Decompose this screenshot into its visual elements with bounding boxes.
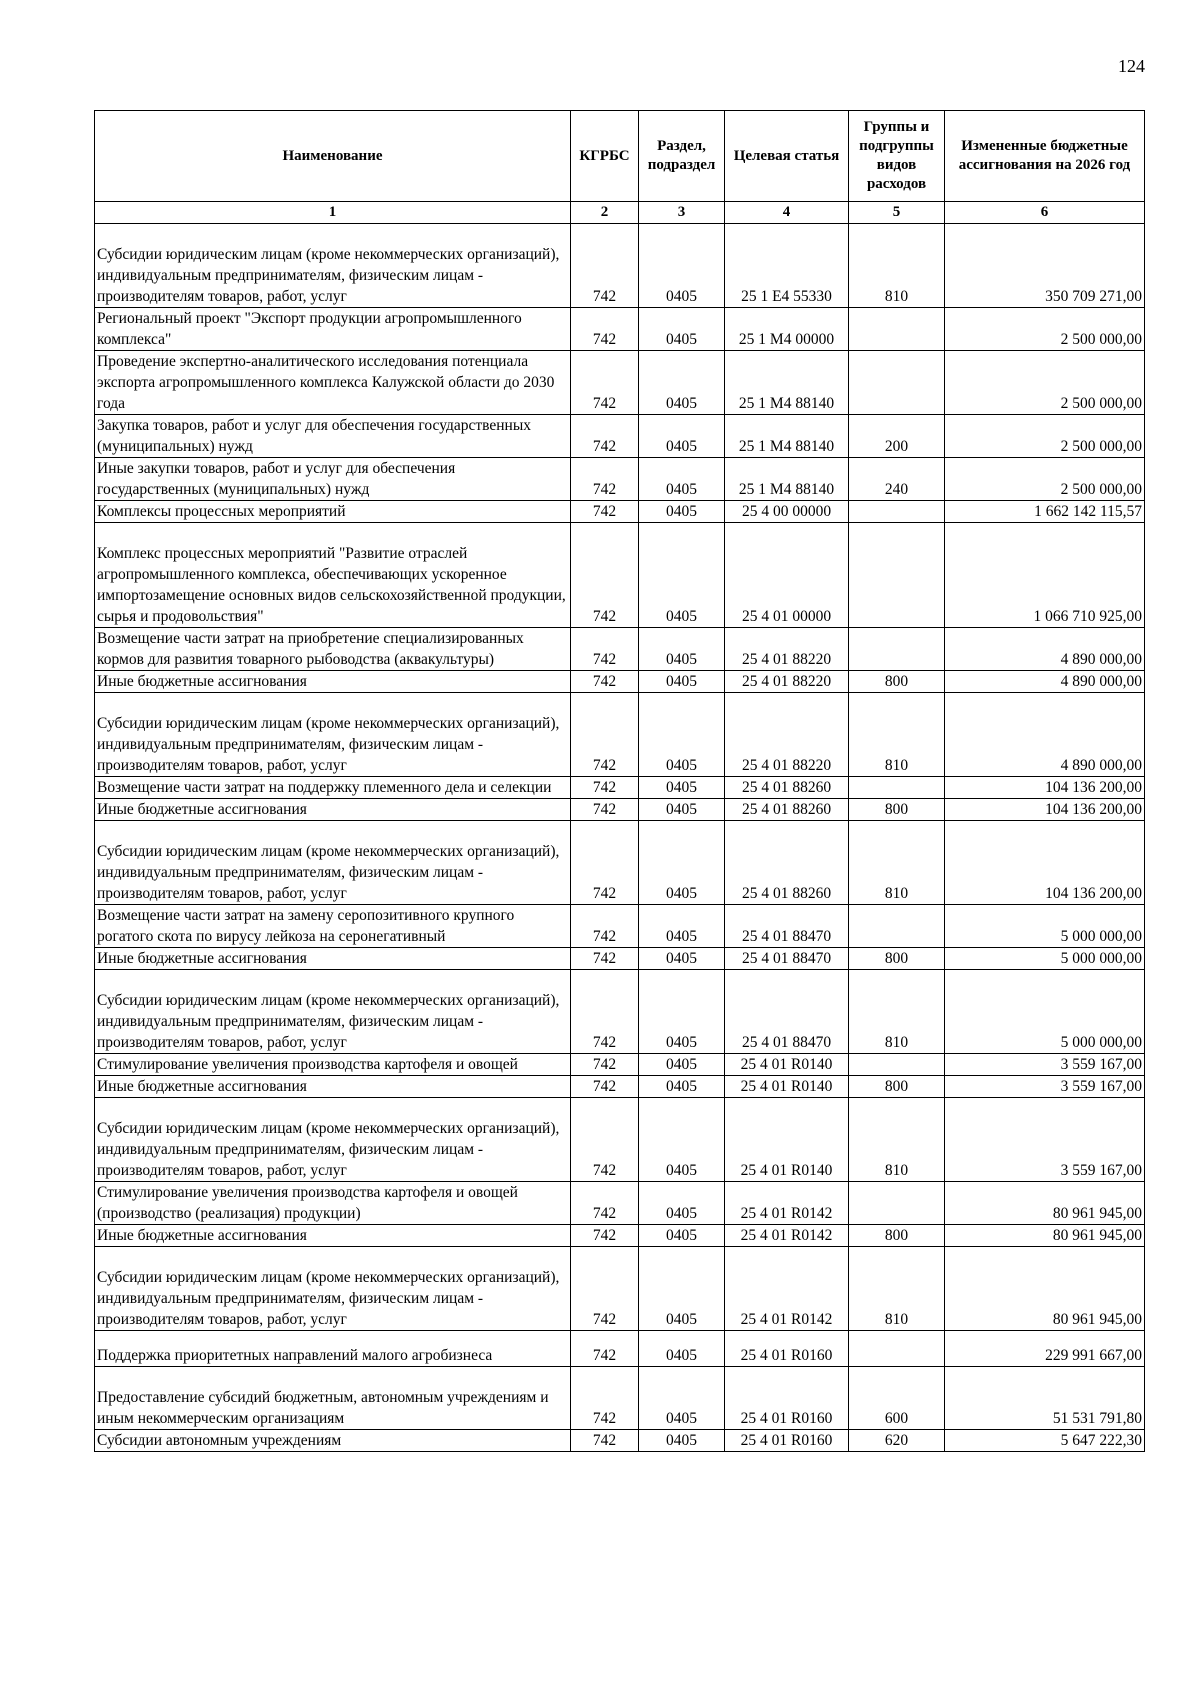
row-name bbox=[95, 821, 571, 905]
cell-spacer bbox=[97, 821, 568, 841]
row-target: 25 4 01 R0140 bbox=[725, 1054, 849, 1076]
table-row bbox=[95, 1182, 1145, 1225]
row-amount: 104 136 200,00 bbox=[945, 777, 1145, 799]
row-name-text: Субсидии юридическим лицам (кроме некоммерческих организаций), индивидуальным предпринимателям, физическим лицам - производителям товаров, работ, услуг bbox=[97, 992, 560, 1051]
row-amount: 4 890 000,00 bbox=[945, 693, 1145, 777]
row-name bbox=[95, 1331, 571, 1367]
row-target: 25 4 01 R0160 bbox=[725, 1367, 849, 1430]
row-section: 0405 bbox=[639, 1367, 725, 1430]
header-group: Группы и подгруппы видов расходов bbox=[849, 111, 945, 202]
row-section: 0405 bbox=[639, 458, 725, 501]
row-section: 0405 bbox=[639, 501, 725, 523]
table-row bbox=[95, 905, 1145, 948]
column-number: 3 bbox=[639, 202, 725, 224]
header-name: Наименование bbox=[95, 111, 571, 202]
table-row bbox=[95, 1367, 1145, 1430]
row-section: 0405 bbox=[639, 1247, 725, 1331]
row-name: Субсидии автономным учреждениям bbox=[95, 1430, 571, 1452]
row-section: 0405 bbox=[639, 224, 725, 308]
row-name: Стимулирование увеличения производства картофеля и овощей (производство (реализация) продукции) bbox=[95, 1182, 571, 1225]
row-name-text: Предоставление субсидий бюджетным, автономным учреждениям и иным некоммерческим организациям bbox=[97, 1389, 549, 1427]
row-name: Иные бюджетные ассигнования bbox=[95, 1076, 571, 1098]
row-target: 25 4 01 88260 bbox=[725, 777, 849, 799]
row-kgrbs: 742 bbox=[571, 1182, 639, 1225]
row-name-text: Комплекс процессных мероприятий "Развитие отраслей агропромышленного комплекса, обеспечивающих ускоренное импортозамещение основных видов сельскохозяйственной продукции, сырья и продовольствия" bbox=[97, 545, 566, 625]
row-amount: 4 890 000,00 bbox=[945, 671, 1145, 693]
row-kgrbs: 742 bbox=[571, 905, 639, 948]
row-name bbox=[95, 1367, 571, 1430]
row-amount: 1 662 142 115,57 bbox=[945, 501, 1145, 523]
row-name-text: Субсидии юридическим лицам (кроме некоммерческих организаций), индивидуальным предпринимателям, физическим лицам - производителям товаров, работ, услуг bbox=[97, 246, 560, 305]
row-target: 25 4 01 88220 bbox=[725, 628, 849, 671]
row-target: 25 4 00 00000 bbox=[725, 501, 849, 523]
row-amount: 51 531 791,80 bbox=[945, 1367, 1145, 1430]
row-amount: 5 000 000,00 bbox=[945, 905, 1145, 948]
row-kgrbs: 742 bbox=[571, 523, 639, 628]
row-name-text: Субсидии юридическим лицам (кроме некоммерческих организаций), индивидуальным предпринимателям, физическим лицам - производителям товаров, работ, услуг bbox=[97, 715, 560, 774]
header-row bbox=[95, 111, 1145, 202]
row-group: 600 bbox=[849, 1367, 945, 1430]
table-row bbox=[95, 351, 1145, 415]
row-amount: 2 500 000,00 bbox=[945, 415, 1145, 458]
row-kgrbs: 742 bbox=[571, 458, 639, 501]
row-kgrbs: 742 bbox=[571, 777, 639, 799]
row-target: 25 1 М4 88140 bbox=[725, 351, 849, 415]
cell-spacer bbox=[97, 1247, 568, 1267]
row-kgrbs: 742 bbox=[571, 501, 639, 523]
row-group: 800 bbox=[849, 1076, 945, 1098]
table-row bbox=[95, 693, 1145, 777]
row-section: 0405 bbox=[639, 671, 725, 693]
row-target: 25 4 01 00000 bbox=[725, 523, 849, 628]
row-name bbox=[95, 523, 571, 628]
row-target: 25 4 01 88220 bbox=[725, 671, 849, 693]
row-amount: 3 559 167,00 bbox=[945, 1054, 1145, 1076]
row-group bbox=[849, 1182, 945, 1225]
row-name: Комплексы процессных мероприятий bbox=[95, 501, 571, 523]
row-group: 800 bbox=[849, 948, 945, 970]
row-name-text: Субсидии юридическим лицам (кроме некоммерческих организаций), индивидуальным предпринимателям, физическим лицам - производителям товаров, работ, услуг bbox=[97, 1269, 560, 1328]
row-target: 25 1 М4 88140 bbox=[725, 458, 849, 501]
row-name: Иные бюджетные ассигнования bbox=[95, 799, 571, 821]
cell-spacer bbox=[97, 970, 568, 990]
row-group bbox=[849, 628, 945, 671]
row-target: 25 1 Е4 55330 bbox=[725, 224, 849, 308]
row-amount: 229 991 667,00 bbox=[945, 1331, 1145, 1367]
row-name bbox=[95, 224, 571, 308]
row-group: 800 bbox=[849, 799, 945, 821]
table-row bbox=[95, 1331, 1145, 1367]
row-section: 0405 bbox=[639, 1054, 725, 1076]
table-row bbox=[95, 799, 1145, 821]
row-group: 240 bbox=[849, 458, 945, 501]
row-target: 25 4 01 88470 bbox=[725, 905, 849, 948]
row-name bbox=[95, 1098, 571, 1182]
table-row bbox=[95, 1054, 1145, 1076]
row-target: 25 4 01 88470 bbox=[725, 970, 849, 1054]
row-group: 810 bbox=[849, 970, 945, 1054]
row-target: 25 4 01 R0160 bbox=[725, 1331, 849, 1367]
row-name: Иные закупки товаров, работ и услуг для обеспечения государственных (муниципальных) нужд bbox=[95, 458, 571, 501]
row-group: 810 bbox=[849, 224, 945, 308]
table-row bbox=[95, 415, 1145, 458]
row-kgrbs: 742 bbox=[571, 1247, 639, 1331]
column-number: 5 bbox=[849, 202, 945, 224]
row-kgrbs: 742 bbox=[571, 948, 639, 970]
row-kgrbs: 742 bbox=[571, 628, 639, 671]
row-amount: 104 136 200,00 bbox=[945, 799, 1145, 821]
budget-table bbox=[94, 110, 1145, 1452]
row-target: 25 1 М4 00000 bbox=[725, 308, 849, 351]
row-section: 0405 bbox=[639, 821, 725, 905]
row-section: 0405 bbox=[639, 1331, 725, 1367]
row-group bbox=[849, 308, 945, 351]
column-number: 2 bbox=[571, 202, 639, 224]
row-amount: 2 500 000,00 bbox=[945, 351, 1145, 415]
row-name: Возмещение части затрат на приобретение специализированных кормов для развития товарного рыбоводства (аквакультуры) bbox=[95, 628, 571, 671]
row-target: 25 4 01 88220 bbox=[725, 693, 849, 777]
row-name: Возмещение части затрат на замену серопозитивного крупного рогатого скота по вирусу лейкоза на серонегативный bbox=[95, 905, 571, 948]
row-kgrbs: 742 bbox=[571, 1331, 639, 1367]
row-group: 800 bbox=[849, 1225, 945, 1247]
table-row bbox=[95, 671, 1145, 693]
row-section: 0405 bbox=[639, 1430, 725, 1452]
row-name: Иные бюджетные ассигнования bbox=[95, 948, 571, 970]
row-section: 0405 bbox=[639, 905, 725, 948]
row-target: 25 4 01 R0140 bbox=[725, 1076, 849, 1098]
table-row bbox=[95, 1076, 1145, 1098]
row-group: 200 bbox=[849, 415, 945, 458]
row-section: 0405 bbox=[639, 1225, 725, 1247]
row-name bbox=[95, 1247, 571, 1331]
row-amount: 3 559 167,00 bbox=[945, 1076, 1145, 1098]
table-row bbox=[95, 1247, 1145, 1331]
row-kgrbs: 742 bbox=[571, 821, 639, 905]
row-group bbox=[849, 905, 945, 948]
row-kgrbs: 742 bbox=[571, 308, 639, 351]
table-row bbox=[95, 1098, 1145, 1182]
row-amount: 104 136 200,00 bbox=[945, 821, 1145, 905]
row-amount: 4 890 000,00 bbox=[945, 628, 1145, 671]
header-target: Целевая статья bbox=[725, 111, 849, 202]
row-name bbox=[95, 970, 571, 1054]
row-name-text: Субсидии юридическим лицам (кроме некоммерческих организаций), индивидуальным предпринимателям, физическим лицам - производителям товаров, работ, услуг bbox=[97, 843, 560, 902]
row-kgrbs: 742 bbox=[571, 1098, 639, 1182]
row-amount: 80 961 945,00 bbox=[945, 1247, 1145, 1331]
row-amount: 3 559 167,00 bbox=[945, 1098, 1145, 1182]
column-number: 4 bbox=[725, 202, 849, 224]
table-row bbox=[95, 501, 1145, 523]
row-kgrbs: 742 bbox=[571, 1430, 639, 1452]
row-section: 0405 bbox=[639, 415, 725, 458]
column-number-row bbox=[95, 202, 1145, 224]
table-body bbox=[95, 224, 1145, 1452]
row-section: 0405 bbox=[639, 1182, 725, 1225]
row-amount: 1 066 710 925,00 bbox=[945, 523, 1145, 628]
row-section: 0405 bbox=[639, 1076, 725, 1098]
table-row bbox=[95, 628, 1145, 671]
row-kgrbs: 742 bbox=[571, 970, 639, 1054]
row-group: 810 bbox=[849, 1247, 945, 1331]
row-section: 0405 bbox=[639, 693, 725, 777]
row-group bbox=[849, 1331, 945, 1367]
row-kgrbs: 742 bbox=[571, 351, 639, 415]
row-name: Проведение экспертно-аналитического исследования потенциала экспорта агропромышленного комплекса Калужской области до 2030 года bbox=[95, 351, 571, 415]
row-group bbox=[849, 777, 945, 799]
table-row bbox=[95, 1225, 1145, 1247]
header-kgrbs: КГРБС bbox=[571, 111, 639, 202]
row-amount: 5 000 000,00 bbox=[945, 970, 1145, 1054]
row-target: 25 4 01 88260 bbox=[725, 799, 849, 821]
row-section: 0405 bbox=[639, 628, 725, 671]
row-section: 0405 bbox=[639, 777, 725, 799]
row-name: Возмещение части затрат на поддержку племенного дела и селекции bbox=[95, 777, 571, 799]
row-name bbox=[95, 693, 571, 777]
row-group: 810 bbox=[849, 821, 945, 905]
row-target: 25 4 01 88260 bbox=[725, 821, 849, 905]
row-name: Иные бюджетные ассигнования bbox=[95, 671, 571, 693]
row-amount: 2 500 000,00 bbox=[945, 308, 1145, 351]
row-group: 800 bbox=[849, 671, 945, 693]
row-group: 810 bbox=[849, 693, 945, 777]
column-number: 6 bbox=[945, 202, 1145, 224]
row-kgrbs: 742 bbox=[571, 415, 639, 458]
page-number: 124 bbox=[1118, 56, 1145, 76]
row-kgrbs: 742 bbox=[571, 693, 639, 777]
table-row bbox=[95, 224, 1145, 308]
table-row bbox=[95, 777, 1145, 799]
row-kgrbs: 742 bbox=[571, 1367, 639, 1430]
row-amount: 350 709 271,00 bbox=[945, 224, 1145, 308]
row-kgrbs: 742 bbox=[571, 224, 639, 308]
row-section: 0405 bbox=[639, 351, 725, 415]
row-name: Региональный проект "Экспорт продукции агропромышленного комплекса" bbox=[95, 308, 571, 351]
row-kgrbs: 742 bbox=[571, 1054, 639, 1076]
row-amount: 2 500 000,00 bbox=[945, 458, 1145, 501]
row-amount: 5 000 000,00 bbox=[945, 948, 1145, 970]
table-row bbox=[95, 821, 1145, 905]
row-amount: 80 961 945,00 bbox=[945, 1225, 1145, 1247]
row-name: Закупка товаров, работ и услуг для обеспечения государственных (муниципальных) нужд bbox=[95, 415, 571, 458]
row-group bbox=[849, 501, 945, 523]
table-row bbox=[95, 1430, 1145, 1452]
row-section: 0405 bbox=[639, 948, 725, 970]
row-section: 0405 bbox=[639, 970, 725, 1054]
row-target: 25 4 01 R0142 bbox=[725, 1225, 849, 1247]
row-target: 25 4 01 R0140 bbox=[725, 1098, 849, 1182]
header-amount: Измененные бюджетные ассигнования на 2026 год bbox=[945, 111, 1145, 202]
table-row bbox=[95, 458, 1145, 501]
table-row bbox=[95, 308, 1145, 351]
row-amount: 80 961 945,00 bbox=[945, 1182, 1145, 1225]
row-name-text: Поддержка приоритетных направлений малого агробизнеса bbox=[97, 1347, 493, 1364]
row-section: 0405 bbox=[639, 308, 725, 351]
row-name: Стимулирование увеличения производства картофеля и овощей bbox=[95, 1054, 571, 1076]
row-target: 25 4 01 88470 bbox=[725, 948, 849, 970]
row-name-text: Субсидии юридическим лицам (кроме некоммерческих организаций), индивидуальным предпринимателям, физическим лицам - производителям товаров, работ, услуг bbox=[97, 1120, 560, 1179]
row-target: 25 4 01 R0160 bbox=[725, 1430, 849, 1452]
cell-spacer bbox=[97, 523, 568, 543]
cell-spacer bbox=[97, 693, 568, 713]
row-target: 25 4 01 R0142 bbox=[725, 1182, 849, 1225]
header-section: Раздел, подраздел bbox=[639, 111, 725, 202]
row-group: 620 bbox=[849, 1430, 945, 1452]
row-group bbox=[849, 523, 945, 628]
column-number: 1 bbox=[95, 202, 571, 224]
row-group bbox=[849, 351, 945, 415]
table-row bbox=[95, 948, 1145, 970]
row-section: 0405 bbox=[639, 799, 725, 821]
row-amount: 5 647 222,30 bbox=[945, 1430, 1145, 1452]
cell-spacer bbox=[97, 1331, 568, 1345]
row-kgrbs: 742 bbox=[571, 1225, 639, 1247]
row-kgrbs: 742 bbox=[571, 1076, 639, 1098]
table-row bbox=[95, 970, 1145, 1054]
row-target: 25 1 М4 88140 bbox=[725, 415, 849, 458]
cell-spacer bbox=[97, 224, 568, 244]
row-section: 0405 bbox=[639, 1098, 725, 1182]
row-group: 810 bbox=[849, 1098, 945, 1182]
cell-spacer bbox=[97, 1367, 568, 1387]
cell-spacer bbox=[97, 1098, 568, 1118]
row-kgrbs: 742 bbox=[571, 671, 639, 693]
row-group bbox=[849, 1054, 945, 1076]
table-row bbox=[95, 523, 1145, 628]
row-target: 25 4 01 R0142 bbox=[725, 1247, 849, 1331]
row-kgrbs: 742 bbox=[571, 799, 639, 821]
row-name: Иные бюджетные ассигнования bbox=[95, 1225, 571, 1247]
row-section: 0405 bbox=[639, 523, 725, 628]
